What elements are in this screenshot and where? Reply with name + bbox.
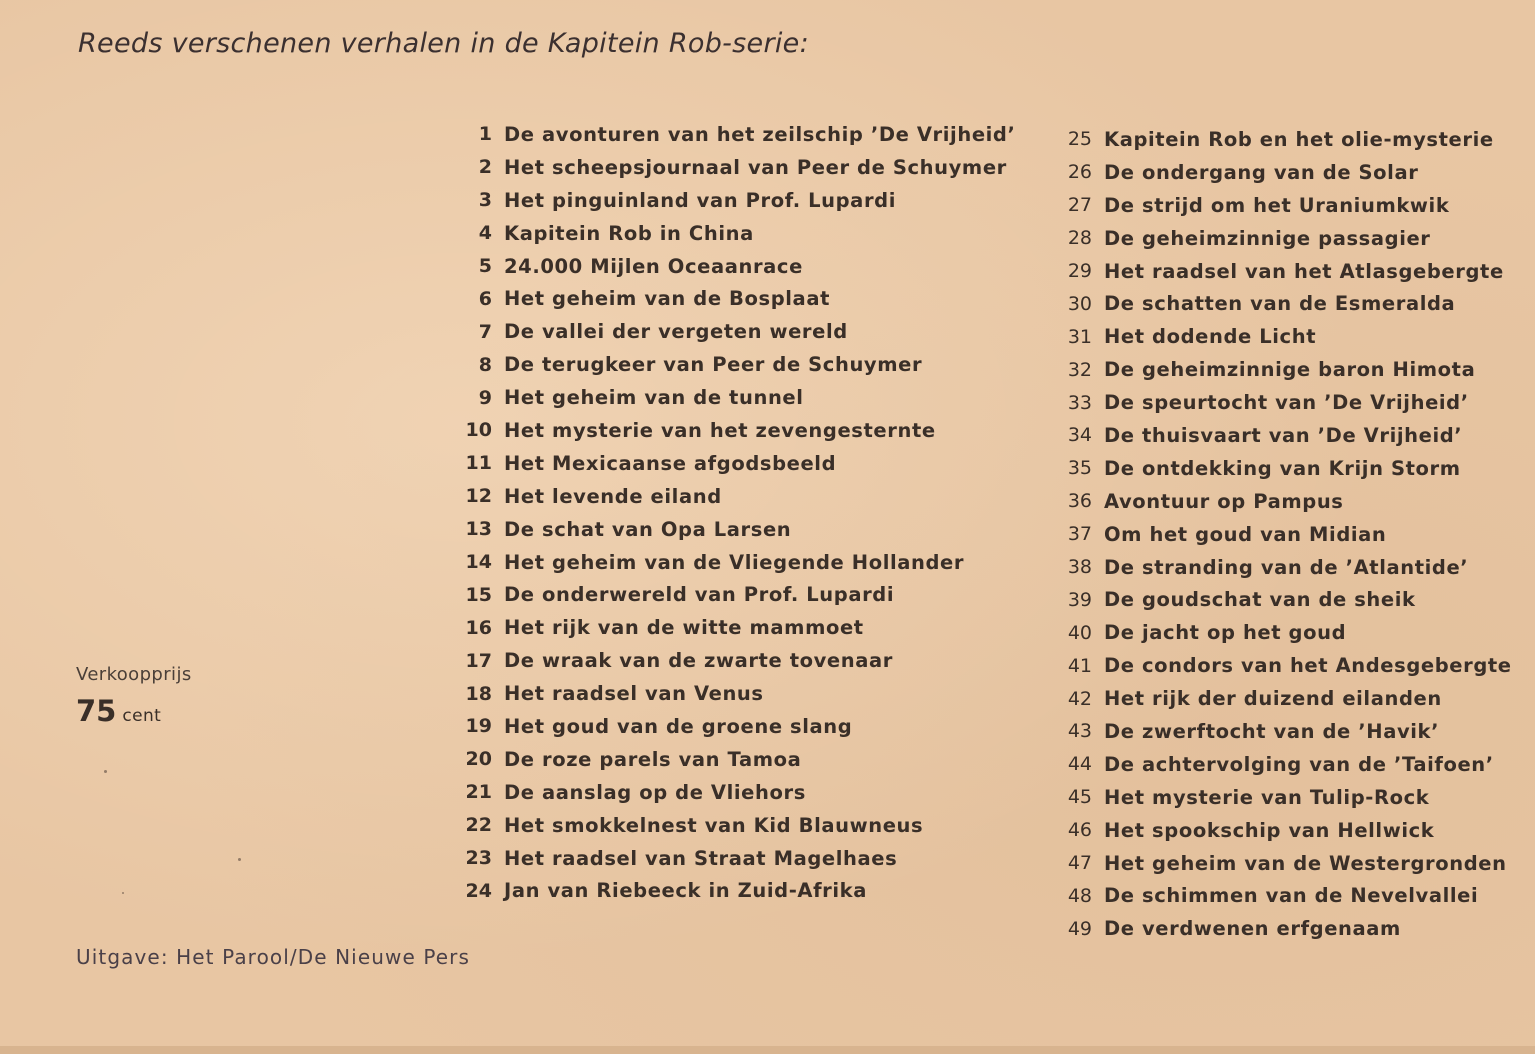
story-number: 24 — [465, 879, 492, 902]
story-entry — [1060, 879, 1512, 912]
story-title: Het pinguinland van Prof. Lupardi — [504, 188, 897, 212]
story-list-right — [1060, 123, 1512, 945]
story-entry — [458, 611, 1016, 644]
story-entry — [1060, 452, 1512, 485]
story-number: 27 — [1067, 194, 1092, 217]
story-list-left — [458, 118, 1016, 907]
story-title: De ontdekking van Krijn Storm — [1104, 456, 1461, 480]
story-number: 34 — [1067, 424, 1092, 447]
story-number: 5 — [478, 255, 492, 277]
price-amount: 75 — [76, 694, 117, 728]
story-number: 17 — [465, 649, 492, 672]
story-entry — [458, 874, 1016, 907]
story-number: 15 — [465, 583, 492, 606]
story-entry — [1060, 616, 1512, 649]
story-entry — [1060, 255, 1512, 288]
paper-speck — [104, 770, 107, 773]
story-title: Het dodende Licht — [1104, 325, 1317, 349]
story-number: 3 — [478, 189, 492, 212]
story-entry — [458, 414, 1016, 447]
story-title: Jan van Riebeeck in Zuid-Afrika — [504, 879, 867, 903]
story-title: De ondergang van de Solar — [1104, 160, 1419, 184]
story-title: De geheimzinnige baron Himota — [1104, 358, 1476, 382]
story-title: De geheimzinnige passagier — [1104, 226, 1431, 250]
story-title: Het geheim van de Bosplaat — [504, 287, 831, 311]
story-entry — [458, 348, 1016, 381]
story-number: 13 — [465, 518, 492, 541]
story-title: De schat van Opa Larsen — [504, 517, 792, 541]
story-number: 2 — [478, 156, 492, 179]
story-title: De roze parels van Tamoa — [504, 747, 802, 771]
story-title: De condors van het Andesgebergte — [1104, 654, 1512, 678]
story-title: De schatten van de Esmeralda — [1104, 292, 1456, 316]
story-number: 6 — [478, 287, 492, 310]
story-entry — [458, 282, 1016, 315]
paper-speck — [122, 892, 124, 894]
story-title: Het geheim van de Westergronden — [1104, 851, 1507, 875]
price-unit: cent — [122, 706, 162, 726]
story-number: 12 — [465, 485, 492, 508]
story-number: 44 — [1067, 753, 1092, 776]
story-title: Kapitein Rob en het olie-mysterie — [1104, 127, 1494, 151]
story-number: 20 — [465, 748, 492, 771]
story-number: 8 — [478, 353, 492, 376]
story-title: Het smokkelnest van Kid Blauwneus — [504, 813, 924, 837]
story-entry — [458, 809, 1016, 842]
story-title: De avonturen van het zeilschip ’De Vrijheid’ — [504, 122, 1016, 146]
story-number: 37 — [1067, 523, 1092, 546]
story-title: Het geheim van de tunnel — [504, 386, 804, 410]
story-entry — [458, 381, 1016, 414]
story-entry — [1060, 912, 1512, 945]
story-title: Het geheim van de Vliegende Hollander — [504, 550, 965, 574]
story-number: 39 — [1067, 588, 1092, 611]
story-title: Het mysterie van Tulip-Rock — [1104, 785, 1430, 809]
story-entry — [458, 151, 1016, 184]
story-entry — [1060, 222, 1512, 255]
story-entry — [458, 644, 1016, 677]
story-entry — [458, 217, 1016, 250]
story-entry — [458, 447, 1016, 480]
story-entry — [1060, 353, 1512, 386]
story-entry — [1060, 419, 1512, 452]
story-title: Het spookschip van Hellwick — [1104, 818, 1435, 842]
story-entry — [458, 513, 1016, 546]
story-title: Het raadsel van het Atlasgebergte — [1104, 259, 1504, 283]
story-number: 32 — [1067, 358, 1092, 381]
story-title: Het goud van de groene slang — [504, 714, 853, 738]
story-title: Het mysterie van het zevengesternte — [504, 418, 936, 442]
story-number: 47 — [1067, 852, 1092, 875]
story-title: Om het goud van Midian — [1104, 522, 1387, 546]
story-entry — [458, 677, 1016, 710]
story-title: De stranding van de ’Atlantide’ — [1104, 555, 1469, 579]
story-number: 16 — [465, 616, 492, 639]
story-entry — [1060, 287, 1512, 320]
story-number: 25 — [1067, 128, 1092, 151]
story-entry — [458, 546, 1016, 579]
story-entry — [1060, 715, 1512, 748]
story-number: 36 — [1067, 490, 1092, 513]
story-number: 4 — [478, 222, 492, 245]
story-entry — [1060, 518, 1512, 551]
story-title: Kapitein Rob in China — [504, 221, 754, 245]
story-number: 21 — [465, 781, 492, 804]
story-number: 26 — [1067, 161, 1092, 184]
story-entry — [458, 842, 1016, 875]
story-entry — [1060, 156, 1512, 189]
story-entry — [1060, 386, 1512, 419]
story-title: De achtervolging van de ’Taifoen’ — [1104, 752, 1494, 776]
story-number: 45 — [1067, 786, 1092, 809]
story-title: De terugkeer van Peer de Schuymer — [504, 353, 923, 377]
story-entry — [458, 743, 1016, 776]
story-entry — [1060, 748, 1512, 781]
story-entry — [1060, 583, 1512, 616]
story-title: De aanslag op de Vliehors — [504, 780, 806, 804]
story-number: 29 — [1067, 260, 1092, 282]
story-title: 24.000 Mijlen Oceaanrace — [504, 254, 803, 278]
story-title: De thuisvaart van ’De Vrijheid’ — [1104, 423, 1463, 447]
story-number: 31 — [1067, 325, 1092, 348]
story-entry — [458, 315, 1016, 348]
story-title: Het raadsel van Straat Magelhaes — [504, 846, 898, 870]
story-entry — [458, 480, 1016, 513]
story-entry — [1060, 814, 1512, 847]
story-number: 23 — [465, 847, 492, 870]
price — [76, 694, 161, 728]
price-label: Verkoopprijs — [76, 664, 192, 685]
story-number: 11 — [465, 452, 492, 475]
story-number: 46 — [1067, 819, 1092, 842]
story-number: 28 — [1067, 227, 1092, 250]
story-number: 43 — [1067, 720, 1092, 743]
story-entry — [1060, 551, 1512, 584]
story-title: De schimmen van de Nevelvallei — [1104, 884, 1479, 908]
story-entry — [1060, 847, 1512, 880]
story-title: Het scheepsjournaal van Peer de Schuymer — [504, 155, 1007, 179]
story-number: 48 — [1067, 884, 1092, 907]
story-title: Het levende eiland — [504, 484, 722, 508]
story-entry — [1060, 649, 1512, 682]
story-entry — [1060, 781, 1512, 814]
story-number: 22 — [465, 814, 492, 837]
story-title: De zwerftocht van de ’Havik’ — [1104, 719, 1440, 743]
publisher-line: Uitgave: Het Parool/De Nieuwe Pers — [76, 945, 471, 969]
story-title: De vallei der vergeten wereld — [504, 320, 848, 344]
story-title: De goudschat van de sheik — [1104, 588, 1416, 612]
story-title: De speurtocht van ’De Vrijheid’ — [1104, 391, 1469, 415]
story-entry — [1060, 189, 1512, 222]
story-entry — [458, 710, 1016, 743]
story-entry — [458, 118, 1016, 151]
story-number: 9 — [478, 386, 492, 409]
story-number: 14 — [465, 551, 492, 574]
story-entry — [458, 184, 1016, 217]
story-title: De wraak van de zwarte tovenaar — [504, 649, 893, 673]
story-title: De jacht op het goud — [1104, 621, 1347, 645]
story-entry — [1060, 123, 1512, 156]
story-entry — [458, 250, 1016, 283]
story-number: 10 — [465, 419, 492, 442]
story-number: 38 — [1067, 556, 1092, 579]
story-title: Het rijk der duizend eilanden — [1104, 687, 1442, 711]
paper-speck — [238, 858, 241, 861]
story-title: Het raadsel van Venus — [504, 682, 764, 706]
story-title: De verdwenen erfgenaam — [1104, 917, 1401, 941]
story-entry — [458, 578, 1016, 611]
story-number: 19 — [465, 715, 492, 738]
story-number: 35 — [1067, 457, 1092, 480]
page-heading: Reeds verschenen verhalen in de Kapitein Rob-serie: — [78, 28, 809, 59]
story-title: De onderwereld van Prof. Lupardi — [504, 583, 895, 607]
story-title: Het Mexicaanse afgodsbeeld — [504, 451, 837, 475]
story-number: 33 — [1067, 391, 1092, 414]
story-number: 1 — [478, 123, 492, 146]
story-number: 41 — [1067, 654, 1092, 677]
story-number: 49 — [1067, 917, 1092, 940]
story-number: 42 — [1067, 687, 1092, 710]
story-number: 30 — [1067, 292, 1092, 315]
story-entry — [458, 776, 1016, 809]
story-entry — [1060, 682, 1512, 715]
story-number: 40 — [1067, 621, 1092, 644]
story-title: Het rijk van de witte mammoet — [504, 616, 864, 640]
story-entry — [1060, 320, 1512, 353]
story-number: 18 — [465, 682, 492, 705]
story-title: De strijd om het Uraniumkwik — [1104, 193, 1450, 217]
story-title: Avontuur op Pampus — [1104, 489, 1344, 513]
story-entry — [1060, 485, 1512, 518]
story-number: 7 — [478, 320, 492, 343]
